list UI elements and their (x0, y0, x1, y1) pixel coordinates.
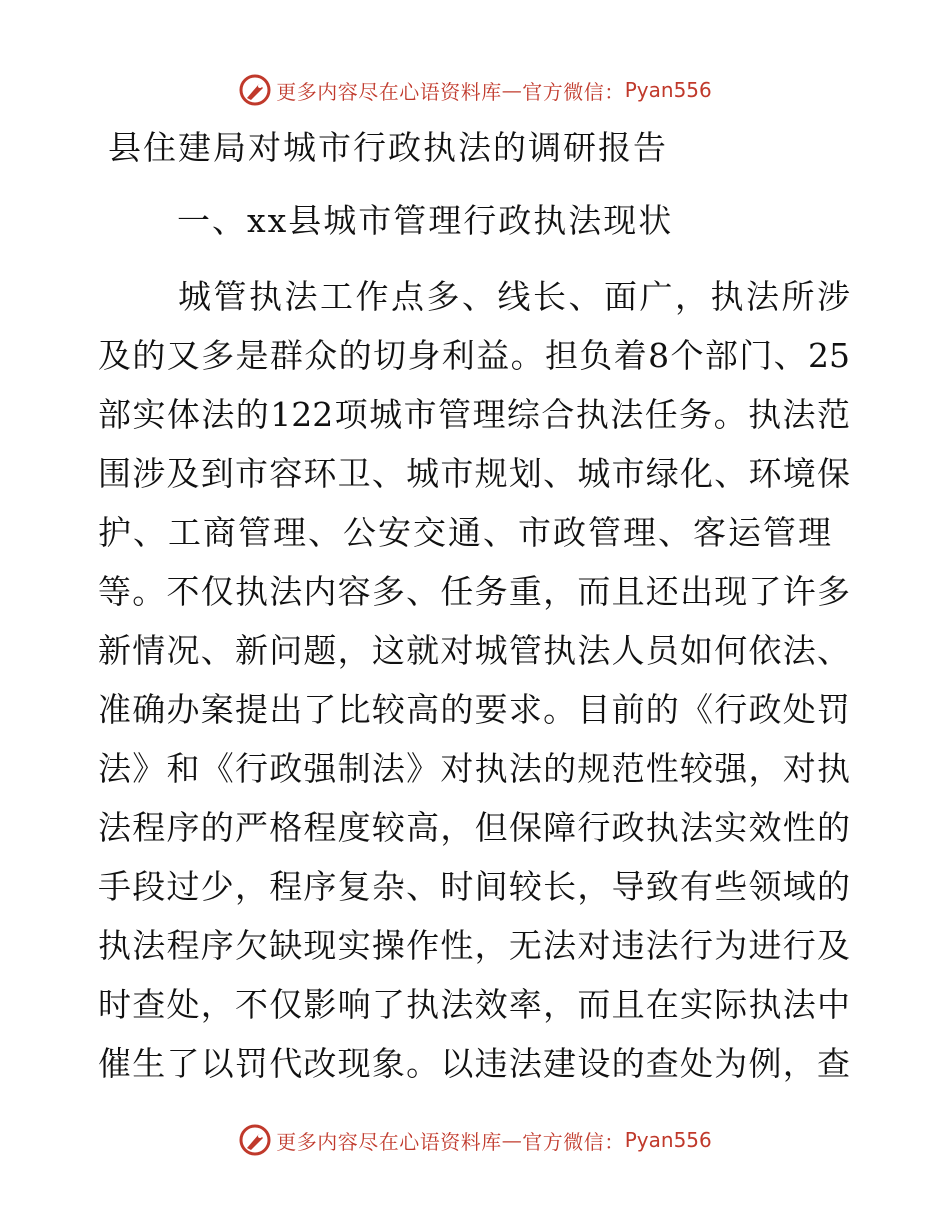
watermark-wechat-id: Pyan556 (624, 1128, 712, 1152)
watermark-banner-bottom (0, 1120, 950, 1160)
body-paragraph (98, 267, 850, 1093)
watermark-wechat-id: Pyan556 (624, 78, 712, 102)
body-line: 手段过少，程序复杂、时间较长，导致有些领域的 (98, 867, 850, 906)
pen-nib-logo-icon (238, 1123, 272, 1157)
body-line: 围涉及到市容环卫、城市规划、城市绿化、环境保 (98, 454, 850, 493)
watermark-banner-top (0, 70, 950, 110)
body-line: 法》和《行政强制法》对执法的规范性较强，对执 (98, 749, 850, 788)
body-line: 执法程序欠缺现实操作性，无法对违法行为进行及 (98, 926, 850, 965)
body-line: 城管执法工作点多、线长、面广，执法所涉 (178, 277, 850, 316)
body-line: 时查处，不仅影响了执法效率，而且在实际执法中 (98, 985, 850, 1024)
body-line: 新情况、新问题，这就对城管执法人员如何依法、 (98, 631, 850, 670)
watermark-dash: — (501, 1128, 523, 1152)
watermark-text: 更多内容尽在心语资料库 (276, 1129, 502, 1154)
section-heading: 一、xx县城市管理行政执法现状 (177, 201, 674, 240)
pen-nib-logo-icon (238, 73, 272, 107)
watermark-text: 更多内容尽在心语资料库 (276, 79, 502, 104)
document-title: 县住建局对城市行政执法的调研报告 (108, 128, 668, 167)
watermark-wechat-label: 官方微信： (522, 1129, 625, 1154)
body-line: 等。不仅执法内容多、任务重，而且还出现了许多 (98, 572, 850, 611)
watermark-dash: — (501, 78, 523, 102)
body-line: 部实体法的122项城市管理综合执法任务。执法范 (98, 395, 850, 434)
body-line: 及的又多是群众的切身利益。担负着8个部门、25 (98, 336, 850, 375)
body-line: 催生了以罚代改现象。以违法建设的查处为例，查 (98, 1044, 850, 1083)
body-line: 准确办案提出了比较高的要求。目前的《行政处罚 (98, 690, 850, 729)
watermark-wechat-label: 官方微信： (522, 79, 625, 104)
body-line: 护、工商管理、公安交通、市政管理、客运管理 (98, 513, 833, 552)
body-line: 法程序的严格程度较高，但保障行政执法实效性的 (98, 808, 850, 847)
